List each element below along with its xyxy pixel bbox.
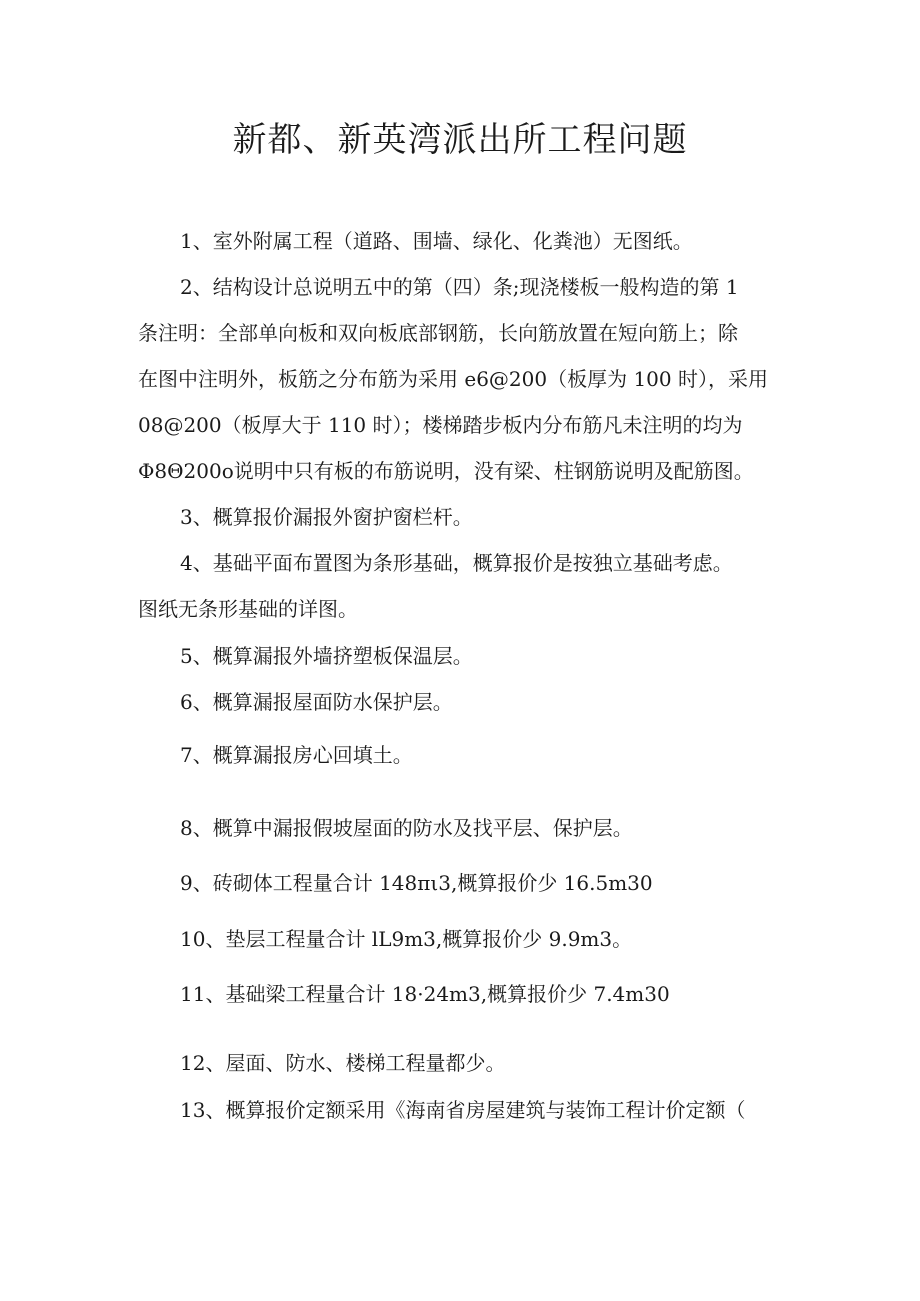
item-11: 11、基础梁工程量合计 18·24m3,概算报价少 7.4m30 [180,982,670,1006]
document-title: 新都、新英湾派出所工程问题 [232,120,688,160]
item-8: 8、概算中漏报假坡屋面的防水及找平层、保护层。 [180,816,633,840]
item-3: 3、概算报价漏报外窗护窗栏杆。 [180,505,473,529]
item-2-line-3: 在图中注明外，板筋之分布筋为采用 e6@200（板厚为 100 时），采用 [138,367,768,391]
item-4-line-1: 4、基础平面布置图为条形基础，概算报价是按独立基础考虑。 [180,551,733,575]
item-1: 1、室外附属工程（道路、围墙、绿化、化粪池）无图纸。 [180,229,693,253]
item-9: 9、砖砌体工程量合计 148πι3,概算报价少 16.5m30 [180,871,653,895]
item-13: 13、概算报价定额采用《海南省房屋建筑与装饰工程计价定额（ [180,1098,746,1122]
item-2-line-2: 条注明：全部单向板和双向板底部钢筋，长向筋放置在短向筋上；除 [138,321,738,345]
item-4-line-2: 图纸无条形基础的详图。 [138,597,358,621]
item-2-line-4: 08@200（板厚大于 110 时）；楼梯踏步板内分布筋凡未注明的均为 [138,413,743,437]
item-7: 7、概算漏报房心回填土。 [180,743,413,767]
item-4 [138,540,788,632]
item-2-line-1: 2、结构设计总说明五中的第（四）条;现浇楼板一般构造的第 1 [180,275,739,299]
item-6: 6、概算漏报屋面防水保护层。 [180,690,453,714]
item-5: 5、概算漏报外墙挤塑板保温层。 [180,644,473,668]
item-2-line-5: Φ8Θ200o说明中只有板的布筋说明，没有梁、柱钢筋说明及配筋图。 [138,459,754,483]
item-2 [138,264,788,494]
item-10: 10、垫层工程量合计 lL9m3,概算报价少 9.9m3。 [180,927,633,951]
item-12: 12、屋面、防水、楼梯工程量都少。 [180,1051,506,1075]
